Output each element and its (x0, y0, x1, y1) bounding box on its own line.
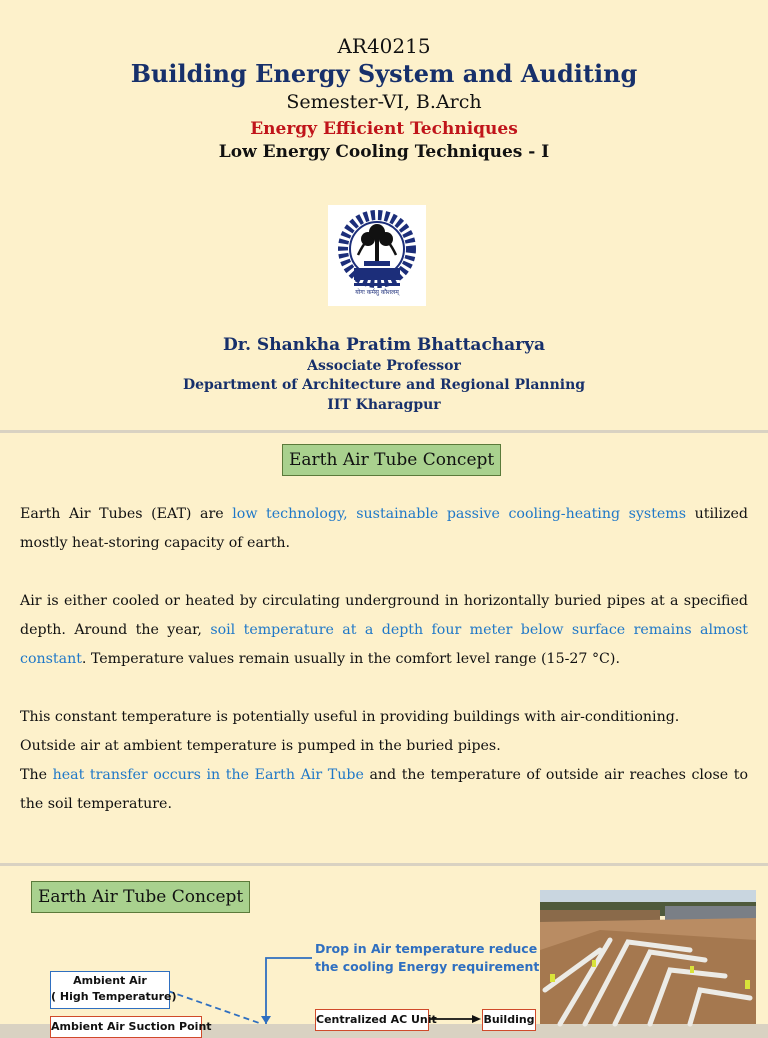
slide-heading: Earth Air Tube Concept (282, 444, 501, 476)
suction-point-box: Ambient Air Suction Point (50, 1016, 202, 1038)
title-slide (0, 0, 768, 430)
arrow-head (472, 1015, 481, 1023)
building-box: Building (482, 1009, 536, 1031)
author-name: Dr. Shankha Pratim Bhattacharya (222, 335, 546, 355)
concept-diagram-slide (0, 866, 768, 1033)
author-role: Associate Professor (307, 358, 461, 374)
drop-arrow (266, 958, 312, 1024)
drop-temperature-label: Drop in Air temperature reduce the cooling Energy requirement (315, 941, 540, 974)
arrow-head (261, 1016, 271, 1024)
institute-logo (328, 205, 426, 306)
paragraph (20, 500, 748, 558)
paragraph (20, 703, 748, 819)
text-run: utilized mostly heat-storing capacity of earth. (20, 506, 749, 551)
construction-site-photo (540, 890, 756, 1024)
institute: IIT Kharagpur (327, 397, 441, 413)
highlighted-phrase: soil temperature at a depth four meter below surface remains almost constant (20, 622, 748, 667)
ac-unit-box: Centralized AC Unit (315, 1009, 429, 1031)
concept-text-slide (0, 433, 768, 863)
subtopic-title: Low Energy Cooling Techniques - I (218, 142, 550, 162)
text-run: . Temperature values remain usually in the comfort level range (15-27 °C). (81, 651, 620, 667)
paragraph (20, 587, 748, 674)
text-run: and the temperature of outside air reaches close to the soil temperature. (20, 767, 748, 812)
text-run: This constant temperature is potentially useful in providing buildings with air-conditioning. (20, 709, 680, 725)
section-title: Energy Efficient Techniques (250, 119, 518, 139)
department: Department of Architecture and Regional Planning (182, 377, 586, 393)
slide-heading: Earth Air Tube Concept (31, 881, 250, 913)
text-run: Outside air at ambient temperature is pumped in the buried pipes. (20, 738, 501, 754)
text-run: The (20, 767, 53, 783)
highlighted-phrase: heat transfer occurs in the Earth Air Tube (52, 767, 364, 783)
course-code: AR40215 (337, 34, 431, 58)
text-run: Air is either cooled or heated by circulating underground in horizontally buried pipes at a specified depth. Around the year, (20, 593, 748, 638)
logo-motto: योगः कर्मसु कौशलम् (355, 289, 399, 296)
highlighted-phrase: low technology, sustainable passive cooling-heating systems (232, 506, 687, 522)
text-run: Earth Air Tubes (EAT) are (20, 506, 233, 522)
photo-icon (540, 890, 756, 1024)
ambient-air-box: Ambient Air ( High Temperature) (50, 971, 170, 1009)
semester-label: Semester-VI, B.Arch (286, 91, 482, 113)
course-title: Building Energy System and Auditing (130, 59, 638, 88)
